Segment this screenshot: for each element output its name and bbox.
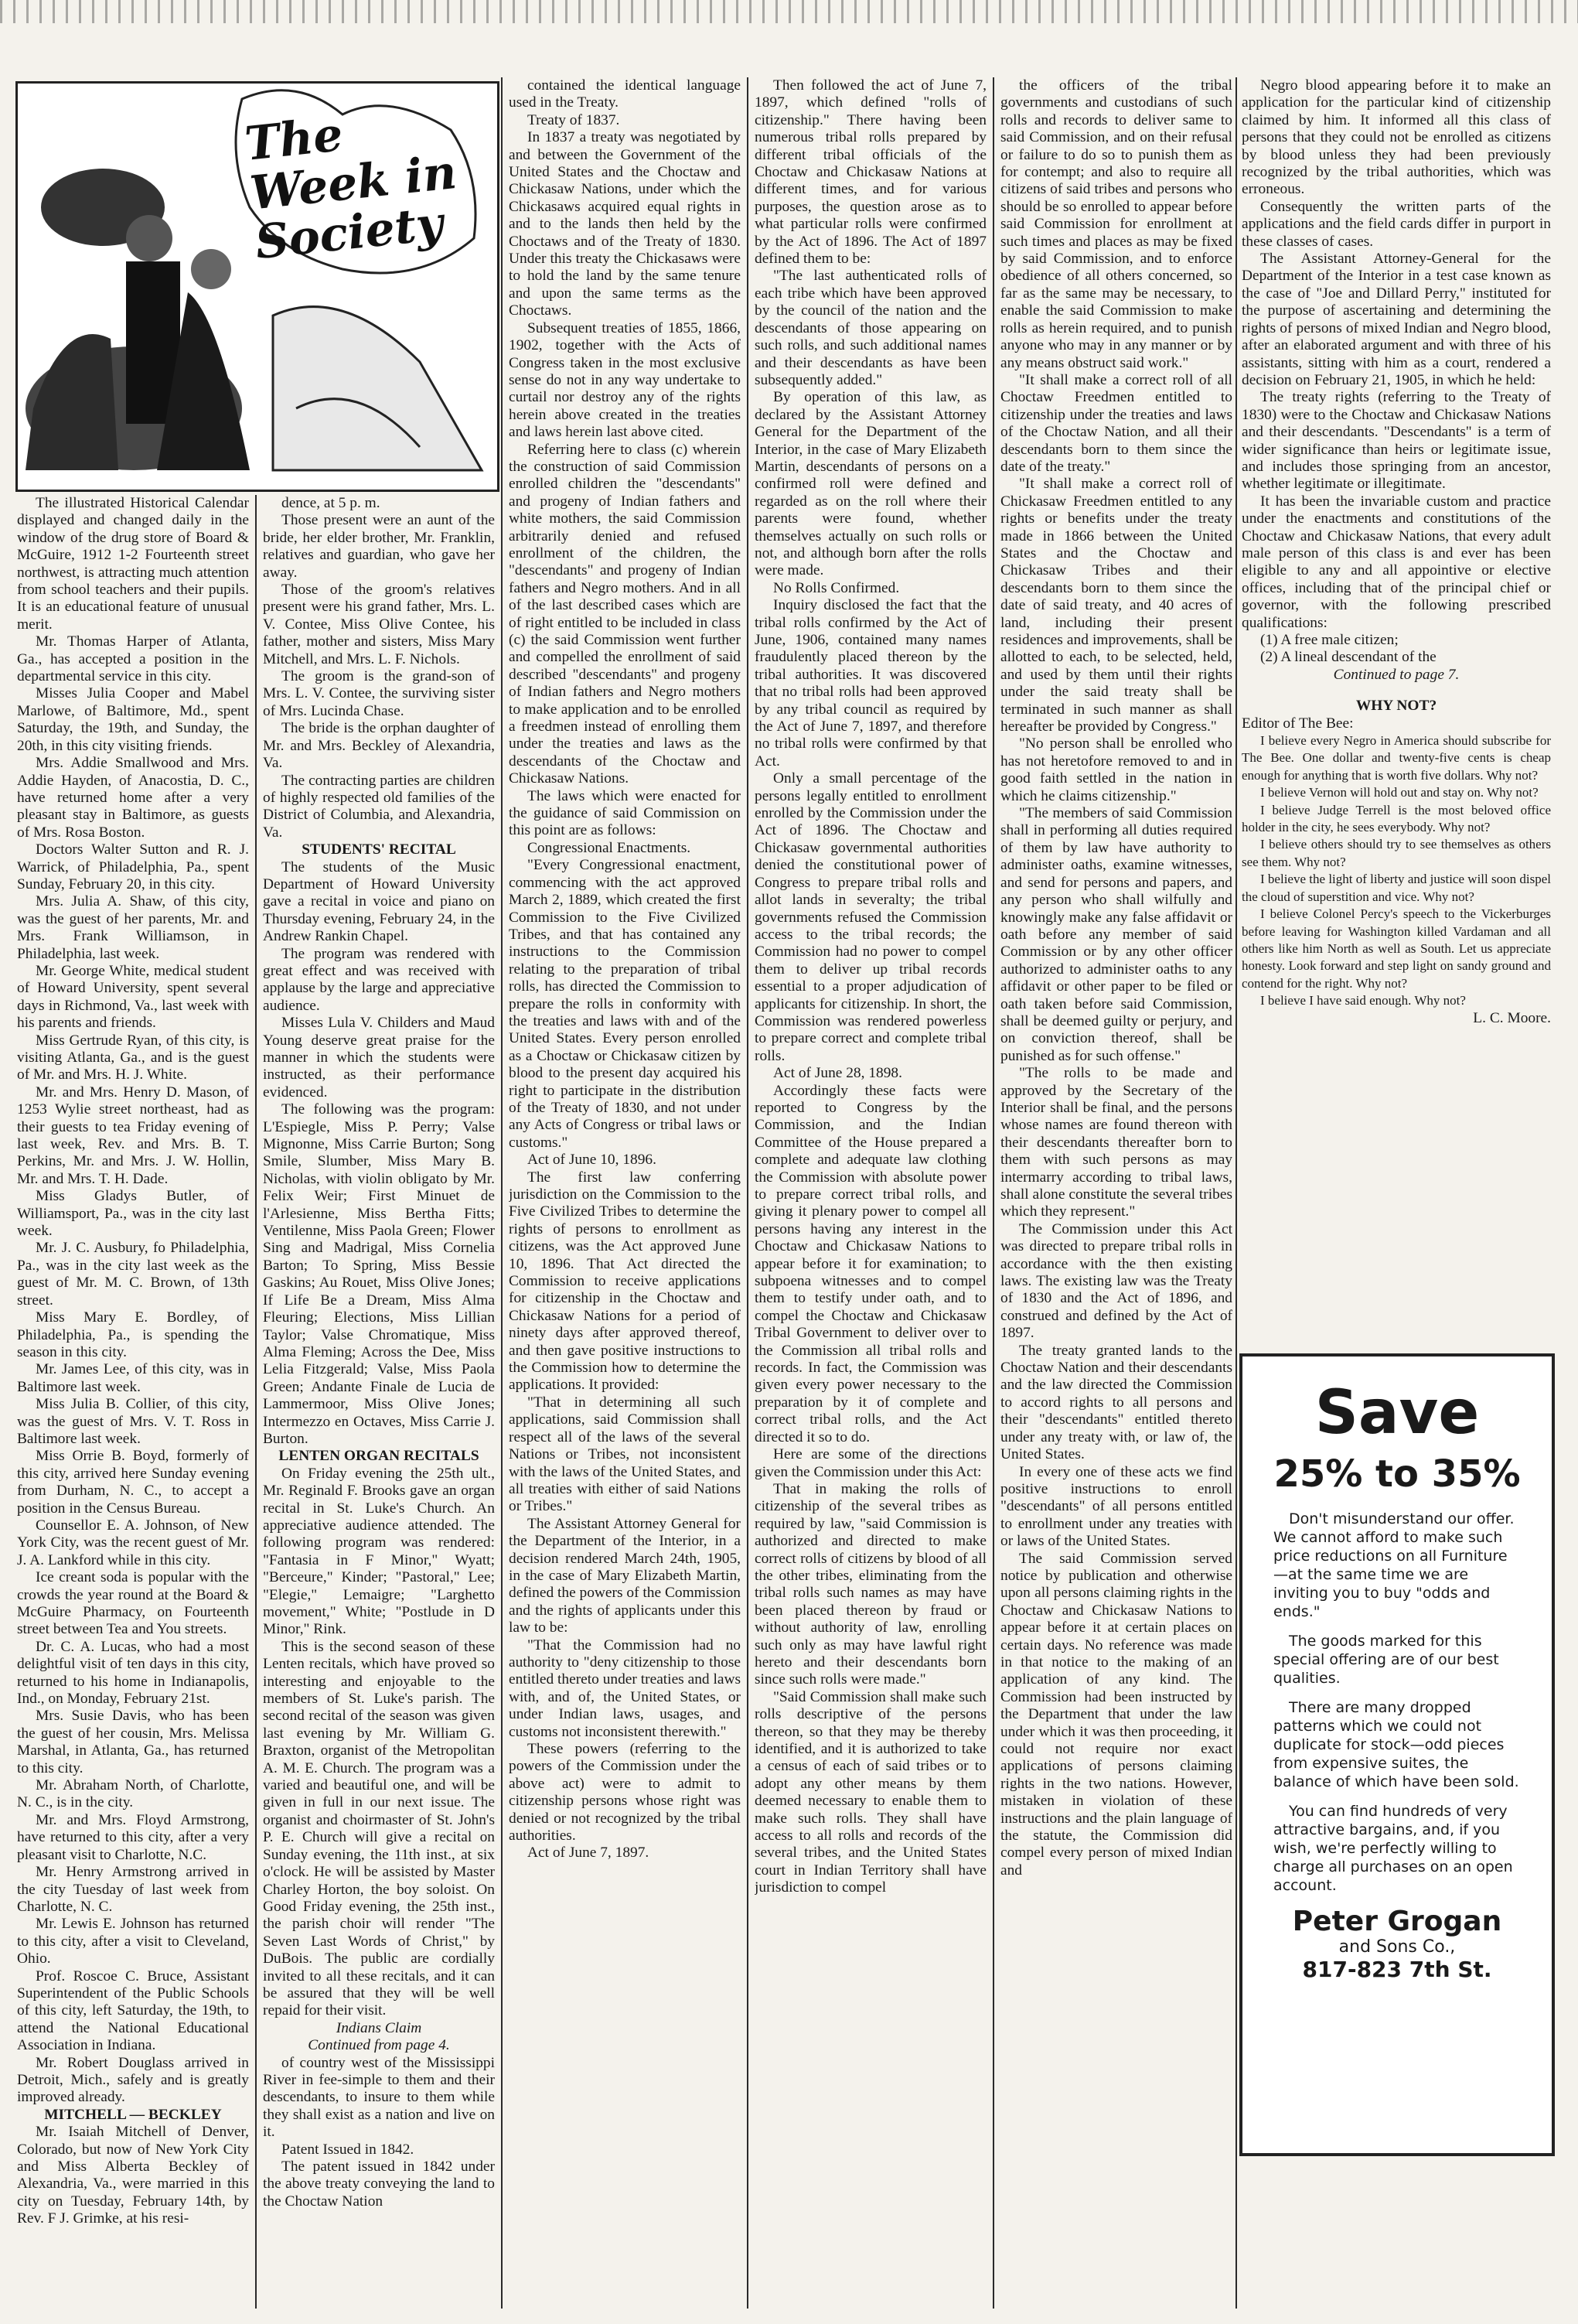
ad-discount: 25% to 35%: [1273, 1452, 1521, 1496]
paragraph: "The rolls to be made and approved by the Secretary of the Interior shall be final, and the persons whose names are found thereon with their descendants thereafter born to them with such persons as may intermarry according to tribal laws, shall alone constitute the several tribes which they represent.": [1000, 1065, 1232, 1220]
paragraph: This is the second season of these Lenten recitals, which have proved so interesting and enjoyable to the members of St. Luke's parish. The second recital of the season was given last evening by Mr. William G. Braxton, organist of the Metropolitan A. M. E. Church. The program was a varied and beautiful one, and will be given in full in our next issue. The organist and choirmaster of St. John's P. E. Church will give a recital on Sunday evening, the 11th inst., at six o'clock. He will be assisted by Master Charley Horton, the boy soloist. On Good Friday evening, the 25th inst., the parish choir will render "The Seven Last Words of Christ," by DuBois. The public are cordially invited to all these recitals, and it can be assured that they will be well repaid for their visit.: [263, 1638, 495, 2019]
paragraph: The students of the Music Department of Howard University gave a recital in voice and piano on Thursday evening, February 24, in the Andrew Rankin Chapel.: [263, 858, 495, 945]
claim-continued: Continued from page 4.: [308, 2037, 450, 2054]
column-5: [1000, 77, 1232, 2309]
paragraph: Accordingly these facts were reported to Congress by the Commission, and the Indian Committee of the House prepared a complete and adequate law clothing the Commission with absolute power to prepare correct tribal rolls, and giving it plenary power to compel all persons having any interest in the Choctaw and Chickasaw Nations to appear before it for examination; to subpoena witnesses and to compel them to testify under oath, and to compel the Choctaw and Chickasaw Tribal Government to deliver over to the Commission all tribal rolls and records. In fact, the Commission was given every power necessary to the preparation by it of complete and correct tribal rolls, and the Act directed it so to do.: [755, 1082, 987, 1445]
paragraph: Miss Orrie B. Boyd, formerly of this city, arrived here Sunday evening from Durham, N. C., to accept a position in the Census Bureau.: [17, 1448, 249, 1517]
paragraph: Ice creant soda is popular with the crowds the year round at the Board & McGuire Pharmacy, on Fourteenth street between Tea and You streets.: [17, 1569, 249, 1638]
paragraph: Mrs. Susie Davis, who has been the guest of her cousin, Mrs. Melissa Marshal, in Atlanta, Ga., has returned to this city.: [17, 1708, 249, 1776]
column-rule: [993, 77, 994, 2309]
paragraph: Miss Gladys Butler, of Williamsport, Pa., was in the city last week.: [17, 1188, 249, 1240]
paragraph: Miss Gertrude Ryan, of this city, is visiting Atlanta, Ga., and is the guest of Mr. and Mrs. H. J. White.: [17, 1032, 249, 1084]
paragraph: "The last authenticated rolls of each tribe which have been approved by the council of the nation and the descendants of those appearing on such rolls, and such additional names and their descendants as have been subsequently added.": [755, 268, 987, 388]
paragraph: The Assistant Attorney-General for the Department of the Interior in a test case known as the case of "Joe and Dillard Perry," instituted for the purpose of ascertaining and determining the rights of persons of mixed Indian and Negro blood, after an elaborated argument and with three of his assistants, sitting with him as a court, rendered a decision on February 21, 1905, in which he held:: [1242, 251, 1551, 388]
paragraph: of country west of the Mississippi River in fee-simple to them and their descendants, to insure to them while they shall exist as a nation and live on it.: [263, 2054, 495, 2141]
paragraph: Negro blood appearing before it to make an application for the particular kind of citizenship claimed by him. It informed all this class of persons that they could not be enrolled as citizens by blood unless they had been previously recognized by the tribal authorities, which was erroneous.: [1242, 77, 1551, 198]
paragraph: The groom is the grand-son of Mrs. L. V. Contee, the surviving sister of Mrs. Lucinda Chase.: [263, 668, 495, 719]
paragraph: I believe every Negro in America should subscribe for The Bee. One dollar and twenty-five cents is cheap enough for anything that is worth five dollars. Why not?: [1242, 733, 1551, 783]
ad-address: 817-823 7th St.: [1302, 1957, 1492, 1982]
paragraph: Subsequent treaties of 1855, 1866, 1902, together with the Acts of Congress taken in the most exclusive sense do not in any way undertake to curtail nor destroy any of the rights herein above created in the treaties and laws herein last above cited.: [509, 319, 741, 441]
paragraph: the officers of the tribal governments and custodians of such rolls and records to deliver same to said Commission, and on their refusal or failure to do so to punish them as for contempt; and also to require all citizens of said tribes and persons who should be so enrolled to appear before said Commission for enrollment at such times and places as may be fixed by said Commission, and to enforce obedience of all others concerned, so far as the same may be necessary, to enable the said Commission to make rolls as herein required, and to punish anyone who may in any manner or by any means obstruct said work.": [1000, 77, 1232, 371]
paragraph: Counsellor E. A. Johnson, of New York City, was the recent guest of Mr. J. A. Lankford while in this city.: [17, 1517, 249, 1568]
organ-heading: LENTEN ORGAN RECITALS: [278, 1448, 479, 1465]
paragraph: No Rolls Confirmed.: [773, 579, 900, 596]
paragraph: Miss Julia B. Collier, of this city, was the guest of Mrs. V. T. Ross in Baltimore last week.: [17, 1396, 249, 1447]
paragraph: "Every Congressional enactment, commencing with the act approved March 2, 1889, which created the first Commission to the Five Civilized Tribes, and that has contained any instructions to the Commission relating to the preparation of tribal rolls, has directed the Commission to prepare the rolls in conformity with the treaties and laws with and of the United States. Every person enrolled as a Choctaw or Chickasaw citizen by blood to the present day acquired his right to participate in the distribution of the Treaty of 1830, and not under any Acts of Congress or tribal laws or customs.": [509, 857, 741, 1151]
paragraph: (1) A free male citizen;: [1260, 632, 1399, 648]
paragraph: Mr. James Lee, of this city, was in Baltimore last week.: [17, 1361, 249, 1395]
paragraph: "The members of said Commission shall in performing all duties required of them by law have authority to administer oaths, examine witnesses, and send for persons and papers, and any person who shall wilfully and knowingly make any false affidavit or oath before any member of said Commission or by any other officer authorized to administer oaths to any affidavit or other paper to be filed or oath taken before said Commission, shall be deemed guilty or perjury, and on conviction thereof, shall be punished as for such offense.": [1000, 805, 1232, 1064]
paragraph: (2) A lineal descendant of the: [1260, 649, 1437, 666]
paragraph: Those present were an aunt of the bride, her elder brother, Mr. Franklin, relatives and guardian, who gave her away.: [263, 512, 495, 581]
paragraph: Doctors Walter Sutton and R. J. Warrick, of Philadelphia, Pa., spent Sunday, February 20, in this city.: [17, 841, 249, 892]
paragraph: Mr. and Mrs. Floyd Armstrong, have returned to this city, after a very pleasant visit to Charlotte, N.C.: [17, 1811, 249, 1863]
organ-text: [263, 1466, 495, 2020]
column-3: [509, 77, 741, 2309]
paragraph: By operation of this law, as declared by the Assistant Attorney General for the Department of the Interior, in the case of Mary Elizabeth Martin, descendants of persons on a confirmed roll were defined and regarded as on the roll where their parents were found, whether themselves actually on such rolls or not, and although born after the rolls were made.: [755, 389, 987, 579]
paragraph: Act of June 7, 1897.: [527, 1845, 649, 1862]
why-not-signature: L. C. Moore.: [1473, 1009, 1551, 1026]
recital-text: [263, 859, 495, 1449]
ad-company: and Sons Co.,: [1338, 1937, 1456, 1957]
paragraph: Treaty of 1837.: [527, 111, 620, 128]
paragraph: Referring here to class (c) wherein the construction of said Commission enrolled children the "descendants" and progeny of Indian fathers and white mothers, the said Commission arbitrarily denied and refused enrollment of the children, the "descendants" and progeny of Indian fathers and Negro mothers. And in all of the last described cases which are of right entitled to be included in class (c) the said Commission went further and compelled the enrollment of said described "descendants" and progeny of Indian fathers and Negro mothers to make application and to be enrolled a freedmen instead of enrolling them under the treaties and laws as the descendants of the Choctaw and Chickasaw Nations.: [509, 441, 741, 787]
paragraph: Mrs. Julia A. Shaw, of this city, was the guest of her parents, Mr. and Mrs. Frank Williamson, in Philadelphia, last week.: [17, 893, 249, 962]
paragraph: The treaty granted lands to the Choctaw Nation and their descendants and the law directed the Commission to accord rights to all persons and their "descendants" entitled thereto under any treaty with, or law of, the United States.: [1000, 1342, 1232, 1463]
paragraph: Mr. George White, medical student of Howard University, spent several days in Richmond, Va., last week with his parents and friends.: [17, 962, 249, 1032]
paragraph: Prof. Roscoe C. Bruce, Assistant Superintendent of the Public Schools of this city, left Saturday, the 19th, to attend the National Educational Association in Indiana.: [17, 1967, 249, 2054]
ad-paragraph: The goods marked for this special offering are of our best qualities.: [1273, 1633, 1499, 1687]
paragraph: Mr. Thomas Harper of Atlanta, Ga., has accepted a position in the departmental service in this city.: [17, 633, 249, 685]
paragraph: Act of June 28, 1898.: [773, 1065, 902, 1082]
paragraph: I believe Vernon will hold out and stay on. Why not?: [1260, 785, 1539, 800]
ad-body: [1242, 1510, 1552, 1895]
paragraph: "No person shall be enrolled who has not heretofore removed to and in good faith settled in the nation in which he claims citizenship.": [1000, 735, 1232, 804]
ad-paragraph: There are many dropped patterns which we could not duplicate for stock—odd pieces from expensive suites, the balance of which have been sold.: [1273, 1699, 1519, 1790]
paragraph: dence, at 5 p. m.: [281, 495, 380, 511]
column-2: [263, 495, 495, 2309]
paragraph: I believe Judge Terrell is the most beloved office holder in the city, he sees everybody. Why not?: [1242, 802, 1551, 835]
paragraph: These powers (referring to the powers of the Commission under the above act) were to admit to citizenship persons whose right was denied or not recognized by the tribal authorities.: [509, 1741, 741, 1845]
column-rule: [747, 77, 748, 2309]
paragraph: Those of the groom's relatives present were his grand father, Mrs. L. V. Contee, Miss Olive Contee, his father, mother and sisters, Miss Mary Mitchell, and Mrs. L. F. Nichols.: [263, 582, 495, 667]
paragraph: Here are some of the directions given the Commission under this Act:: [755, 1446, 987, 1480]
paragraph: The laws which were enacted for the guidance of said Commission on this point are as follows:: [509, 787, 741, 839]
column-rule: [501, 77, 503, 2309]
paragraph: The bride is the orphan daughter of Mr. and Mrs. Beckley of Alexandria, Va.: [263, 720, 495, 772]
paragraph: Mr. Lewis E. Johnson has returned to this city, after a visit to Cleveland, Ohio.: [17, 1916, 249, 1967]
wedding-continuation: [263, 495, 495, 841]
ad-paragraph: You can find hundreds of very attractive bargains, and, if you wish, we're perfectly willing to charge all purchases on an open account.: [1273, 1803, 1513, 1894]
paragraph: Miss Mary E. Bordley, of Philadelphia, Pa., is spending the season in this city.: [17, 1309, 249, 1360]
wedding-text: Mr. Isaiah Mitchell of Denver, Colorado, but now of New York City and Miss Alberta Beckley of Alexandria, Va., were married in this city on Tuesday, February 14th, by Rev. F J. Grimke, at his resi-: [17, 2124, 249, 2227]
paragraph: The Assistant Attorney General for the Department of the Interior, in a decision rendered March 24th, 1905, in the case of Mary Elizabeth Martin, defined the powers of the Commission and the rights of applicants under this law to be:: [509, 1515, 741, 1636]
paragraph: "That the Commission had no authority to "deny citizenship to those entitled thereto under treaties and laws with, and of, the United States, or under Indian laws, usages, and customs not inconsistent therewith.": [509, 1636, 741, 1740]
why-not-intro: Editor of The Bee:: [1242, 715, 1354, 732]
column-rule: [1235, 77, 1237, 2309]
paragraph: Patent Issued in 1842.: [281, 2141, 414, 2158]
paragraph: Mr. J. C. Ausbury, fo Philadelphia, Pa., was in the city last week as the guest of Mr. M. C. Brown, of 13th street.: [17, 1240, 249, 1309]
paragraph: On Friday evening the 25th ult., Mr. Reginald F. Brooks gave an organ recital in St. Luke's Church. An appreciative audience attended. The following program was rendered: "Fantasia in F Minor," Wyatt; "Berceure," Kinder; "Pastoral," Lee; "Elegie," Lemaigre; "Larghetto movement," White; "Postlude in D Minor," Rink.: [263, 1465, 495, 1638]
paragraph: Misses Julia Cooper and Mabel Marlowe, of Baltimore, Md., spent Saturday, the 19th, and Sunday, the 20th, in this city visiting friends.: [17, 685, 249, 754]
paragraph: I believe Colonel Percy's speech to the Vickerburges before leaving for Washington killed Vardaman and all others like him North as well as South. Let us appreciate honesty. Look forward and step light on sandy ground and contend for the right. Why not?: [1242, 906, 1551, 991]
continued-note: Continued to page 7.: [1333, 666, 1460, 683]
paragraph: The program was rendered with great effect and was received with applause by the large and appreciative audience.: [263, 945, 495, 1014]
ad-paragraph: Don't misunderstand our offer. We cannot afford to make such price reductions on all Furniture—at the same time we are inviting you to buy "odds and ends.": [1273, 1510, 1515, 1620]
paragraph: The patent issued in 1842 under the above treaty conveying the land to the Choctaw Nation: [263, 2158, 495, 2210]
social-notes: [17, 495, 249, 2107]
paragraph: The said Commission served notice by publication and otherwise upon all persons claiming rights in the Choctaw and Chickasaw Nations to appear before it at certain places on certain days. No reference was made in that notice to the making of an application of any kind. The Commission had been instructed by the Department that under the law under which it was then proceeding, it could not require nor exact applications of persons claiming rights in the two nations. However, mistaken in violation of these instructions and the plain language of the statute, the Commission did compel every person of mixed Indian and: [1000, 1550, 1232, 1879]
recital-heading: STUDENTS' RECITAL: [302, 841, 456, 858]
claim-text: [263, 2055, 495, 2211]
paragraph: It has been the invariable custom and practice under the enactments and constitutions of the Choctaw and Chickasaw Nations, that every adult male person of this class is and ever has been eligible to any and all appointive or elective offices, including that of the principal chief or governor, with the following prescribed qualifications:: [1242, 493, 1551, 631]
paragraph: "Said Commission shall make such rolls descriptive of the persons thereon, so that they may be thereby identified, and it is authorized to take a census of each of said tribes or to adopt any other means by them deemed necessary to enable them to make such rolls. They shall have access to all rolls and records of the several tribes, and the United States court in Indian Territory shall have jurisdiction to compel: [755, 1688, 987, 1896]
paragraph: Congressional Enactments.: [527, 839, 691, 856]
paragraph: Inquiry disclosed the fact that the tribal rolls confirmed by the Act of June, 1906, contained many names fraudulently placed thereon by the tribal authorities. It was discovered that no tribal rolls had been approved by any tribal council as required by the Act of June 7, 1897, and therefore no tribal rolls were confirmed by that Act.: [755, 597, 987, 770]
torn-top-edge: [0, 0, 1578, 23]
paragraph: I believe others should try to see themselves as others see them. Why not?: [1242, 837, 1551, 869]
indians-claim-text: [509, 77, 741, 1862]
paragraph: Act of June 10, 1896.: [527, 1152, 656, 1169]
rolls-text: [755, 77, 987, 1897]
ad-save-headline: Save: [1314, 1378, 1480, 1448]
paragraph: Only a small percentage of the persons legally entitled to enrollment enrolled by the Commission under the Act of 1896. The Choctaw and Chickasaw governmental authorities denied the constitutional power of Congress to prepare tribal rolls and allot lands in severalty; the tribal governments refused the Commission access to the tribal records; the Commission had no power to compel them to deliver up tribal records essential to a proper adjudication of applicants for citizenship. In short, the Commission was rendered powerless to prepare correct and complete tribal rolls.: [755, 770, 987, 1064]
column-1: [17, 495, 249, 2309]
paragraph: Mr. Robert Douglass arrived in Detroit, Mich., safely and is greatly improved already.: [17, 2054, 249, 2106]
claim-heading: Indians Claim: [336, 2019, 422, 2036]
paragraph: The contracting parties are children of highly respected old families of the District of Columbia, and Alexandria, Va.: [263, 772, 495, 841]
paragraph: Mr. and Mrs. Henry D. Mason, of 1253 Wylie street northeast, had as their guests to tea Friday evening of last week, Rev. and Mrs. B. T. Perkins, Mr. and Mrs. J. W. Hollin, Mr. and Mrs. T. H. Dade.: [17, 1084, 249, 1187]
paragraph: Dr. C. A. Lucas, who had a most delightful visit of ten days in this city, returned to his home in Indianapolis, Ind., on Monday, February 21st.: [17, 1638, 249, 1708]
paragraph: That in making the rolls of citizenship of the several tribes as required by law, "said Commission is authorized and directed to make correct rolls of citizens by blood of all the other tribes, eliminating from the tribal rolls such names as may have been placed thereon by fraud or without authority of law, enrolling such only as may have lawful right hereto and their descendants born since such rolls were made.": [755, 1480, 987, 1688]
paragraph: Misses Lula V. Childers and Maud Young deserve great praise for the manner in which the students were instructed, as their performance evidenced.: [263, 1015, 495, 1101]
column-6: [1242, 77, 1551, 1346]
paragraph: The treaty rights (referring to the Treaty of 1830) were to the Choctaw and Chickasaw Nations and their descendants. "Descendants" is a term of wider significance than heirs or legitimate issue, and includes those springing from an ancestor, whether legitimate or illegitimate.: [1242, 389, 1551, 493]
paragraph: In 1837 a treaty was negotiated by and between the Government of the United States and the Choctaw and Chickasaw Nations, under which the Chickasaws acquired equal rights in and to the lands then held by the Choctaws and of the Treaty of 1830. Under this treaty the Chickasaws were to hold the land by the same tenure and upon the same terms as the Choctaws.: [509, 129, 741, 319]
paragraph: In every one of these acts we find positive instructions to enroll "descendants" of all persons entitled to enrollment under any treaties with or laws of the United States.: [1000, 1463, 1232, 1550]
why-not-letter: [1242, 732, 1551, 1010]
paragraph: "It shall make a correct roll of Chickasaw Freedmen entitled to any rights or benefits under the treaty made in 1866 between the United States and the Choctaw and Chickasaw Tribes and their descendants born to them since the date of said treaty, and 40 acres of land, including their present residences and improvements, shall be allotted to each, to be selected, held, and used by them until their rights under the said treaty shall be terminated in such manner as shall hereafter be provided by Congress.": [1000, 476, 1232, 735]
paragraph: Mr. Abraham North, of Charlotte, N. C., is in the city.: [17, 1777, 249, 1811]
column-4: [755, 77, 987, 2309]
ad-store-name: Peter Grogan: [1292, 1906, 1502, 1937]
masthead-illustration: [15, 81, 499, 492]
why-not-heading: WHY NOT?: [1355, 698, 1437, 715]
paragraph: "It shall make a correct roll of all Choctaw Freedmen entitled to citizenship under the treaties and laws of the Choctaw Nation, and all their descendants born to them since the date of the treaty.": [1000, 371, 1232, 475]
paragraph: Mrs. Addie Smallwood and Mrs. Addie Hayden, of Anacostia, D. C., have returned home after a very pleasant stay in Baltimore, as guests of Mrs. Rosa Boston.: [17, 755, 249, 841]
paragraph: Mr. Henry Armstrong arrived in the city Tuesday of last week from Charlotte, N. C.: [17, 1864, 249, 1915]
paragraph: Then followed the act of June 7, 1897, which defined "rolls of citizenship." There having been numerous tribal rolls prepared by different tribal officials of the Choctaw and Chickasaw Nations at different times, and for various purposes, the question arose as to what particular rolls were confirmed by the Act of 1896. The Act of 1897 defined them to be:: [755, 77, 987, 268]
commission-text: [1000, 77, 1232, 1879]
paragraph: I believe the light of liberty and justice will soon dispel the cloud of superstition and vice. Why not?: [1242, 872, 1551, 904]
paragraph: The first law conferring jurisdiction on the Commission to the Five Civilized Tribes to determine the rights of persons to enrollment as citizens, was the Act approved June 10, 1896. That Act directed the Commission to receive applications for citizenship in the Choctaw and Chickasaw Nations for a period of ninety days after approved thereof, and then gave positive instructions to the Commission how to determine the applications. It provided:: [509, 1169, 741, 1394]
paragraph: contained the identical language used in the Treaty.: [509, 77, 741, 111]
masthead-title: The Week in Society: [242, 107, 459, 271]
paragraph: The illustrated Historical Calendar displayed and changed daily in the window of the drug store of Board & McGuire, 1912 1-2 Fourteenth street northwest, is attracting much attention from school teachers and their pupils. It is an educational feature of unusual merit.: [17, 495, 249, 633]
paragraph: The Commission under this Act was directed to prepare tribal rolls in accordance with the then existing laws. The existing law was the Treaty of 1830 and the Act of 1896, and construed and defined by the Act of 1897.: [1000, 1220, 1232, 1342]
paragraph: I believe I have said enough. Why not?: [1260, 993, 1466, 1008]
mixed-blood-text: [1242, 77, 1551, 667]
column-rule: [255, 495, 257, 2309]
paragraph: "That in determining all such applications, said Commission shall respect all of the laws of the several Nations or Tribes, not inconsistent with the laws of the United States, and all treaties with either of said Nations or Tribes.": [509, 1394, 741, 1515]
wedding-heading: MITCHELL — BECKLEY: [44, 2106, 222, 2123]
paragraph: The following was the program: L'Espiegle, Miss P. Perry; Valse Mignonne, Miss Carrie Burton; Song Smile, Slumber, Miss Mary B. Nicholas, with violin obligato by Mr. Felix Weir; First Minuet de l'Arlesienne, Miss Bertha Fitts; Ventilenne, Miss Paola Green; Flower Sing and Madrigal, Miss Cornelia Barton; To Spring, Miss Bessie Gaskins; Au Rouet, Miss Olive Jones; If Life Be a Dream, Miss Alma Fleuring; Elections, Miss Lillian Taylor; Valse Chromatique, Miss Alma Fleming; Across the Dee, Miss Lelia Fitzgerald; Valse, Miss Paola Green; Andante Finale de Lucia de Lammermoor, Miss Olive Jones; Intermezzo en Octaves, Miss Carrie J. Burton.: [263, 1101, 495, 1447]
grogan-advertisement: [1239, 1353, 1555, 2156]
paragraph: Consequently the written parts of the applications and the field cards differ in purport in these classes of cases.: [1242, 198, 1551, 250]
